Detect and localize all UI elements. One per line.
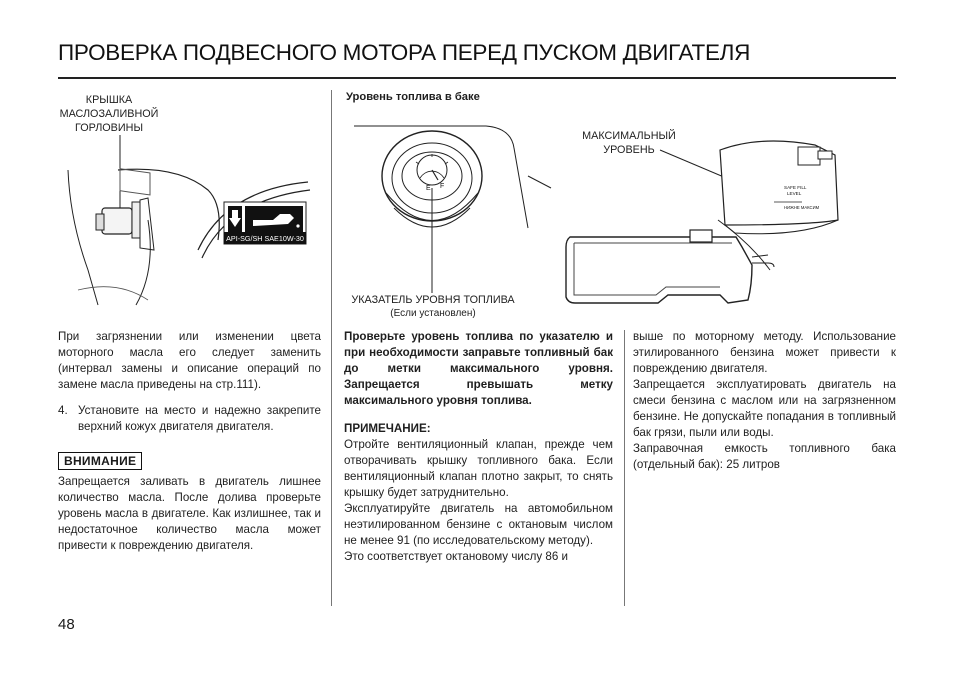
warning-badge: ВНИМАНИЕ xyxy=(58,452,142,470)
fuel-check-instruction: Проверьте уровень топлива по указателю и при необходимости заправьте топливный бак до метки максимального уровня. Запрещается превышать метку максимального уровня топлива. xyxy=(344,330,613,407)
oil-cap-label: КРЫШКА МАСЛОЗАЛИВНОЙ ГОРЛОВИНЫ xyxy=(59,94,159,134)
fuel-tank-illustration xyxy=(560,125,860,310)
col1-text xyxy=(58,329,321,435)
max-level-label: МАКСИМАЛЬНЫЙ УРОВЕНЬ xyxy=(582,130,676,156)
list-item-text: Установите на место и надежно закрепите верхний кожух двигателя двигателя. xyxy=(78,404,321,433)
fuel-gauge-illustration xyxy=(346,118,556,293)
fuel-gauge-caption: УКАЗАТЕЛЬ УРОВНЯ ТОПЛИВА (Если установлен) xyxy=(351,294,515,319)
list-item-number: 4. xyxy=(58,404,68,417)
warning-text: Запрещается заливать в двигатель лишнее количество масла. После долива проверьте уровень масла в двигателе. Как излишнее, так и недостаточное количество масла может привести к повреждению двигателя. xyxy=(58,475,321,552)
oil-cap-illustration xyxy=(58,130,330,305)
gauge-f-mark: F xyxy=(440,183,445,190)
tank-mark-ru: НИЖНЕ МАКСИМ xyxy=(784,205,820,210)
col3-text xyxy=(633,329,896,473)
fuel-figure-heading: Уровень топлива в баке xyxy=(346,91,480,103)
page-title: ПРОВЕРКА ПОДВЕСНОГО МОТОРА ПЕРЕД ПУСКОМ ДВИГАТЕЛЯ xyxy=(58,40,751,65)
tank-mark-line-2: LEVEL xyxy=(787,191,802,196)
col2-text xyxy=(344,329,613,565)
tank-capacity-paragraph: Заправочная емкость топливного бака (отдельный бак): 25 литров xyxy=(633,442,896,471)
note-text: Отройте вентиляционный клапан, прежде чем отворачивать крышку топливного бака. Если вентиляционный клапан плотно закрыт, то снять крышку будет затруднительно. xyxy=(344,438,613,499)
note-label: ПРИМЕЧАНИЕ: xyxy=(344,422,431,435)
octane-paragraph: Это соответствует октановому числу 86 и xyxy=(344,550,569,563)
fuel-mix-warning-paragraph: Запрещается эксплуатировать двигатель на смеси бензина с маслом или на загрязненном бензине. Не допускайте попадания в топливный бак грязи, пыли или воды. xyxy=(633,378,896,439)
oil-spec-text: API-SG/SH SAE10W-30 xyxy=(226,234,304,243)
oil-change-paragraph: При загрязнении или изменении цвета моторного масла его следует заменить (интервал замены и описание операций по замене масла приведены на стр.111). xyxy=(58,330,321,391)
title-rule xyxy=(58,77,896,79)
column-divider-left xyxy=(331,90,332,606)
column-divider-right xyxy=(624,330,625,606)
gauge-e-mark: E xyxy=(426,185,431,192)
list-item xyxy=(58,403,321,435)
page-number: 48 xyxy=(58,616,75,633)
fuel-grade-paragraph: Эксплуатируйте двигатель на автомобильном неэтилированном бензине с октановым числом не менее 91 (по исследовательскому методу). xyxy=(344,502,613,547)
leaded-fuel-paragraph: выше по моторному методу. Использование этилированного бензина может привести к повреждению двигателя. xyxy=(633,330,896,375)
tank-mark-line-1: SAFE FILL xyxy=(784,185,807,190)
